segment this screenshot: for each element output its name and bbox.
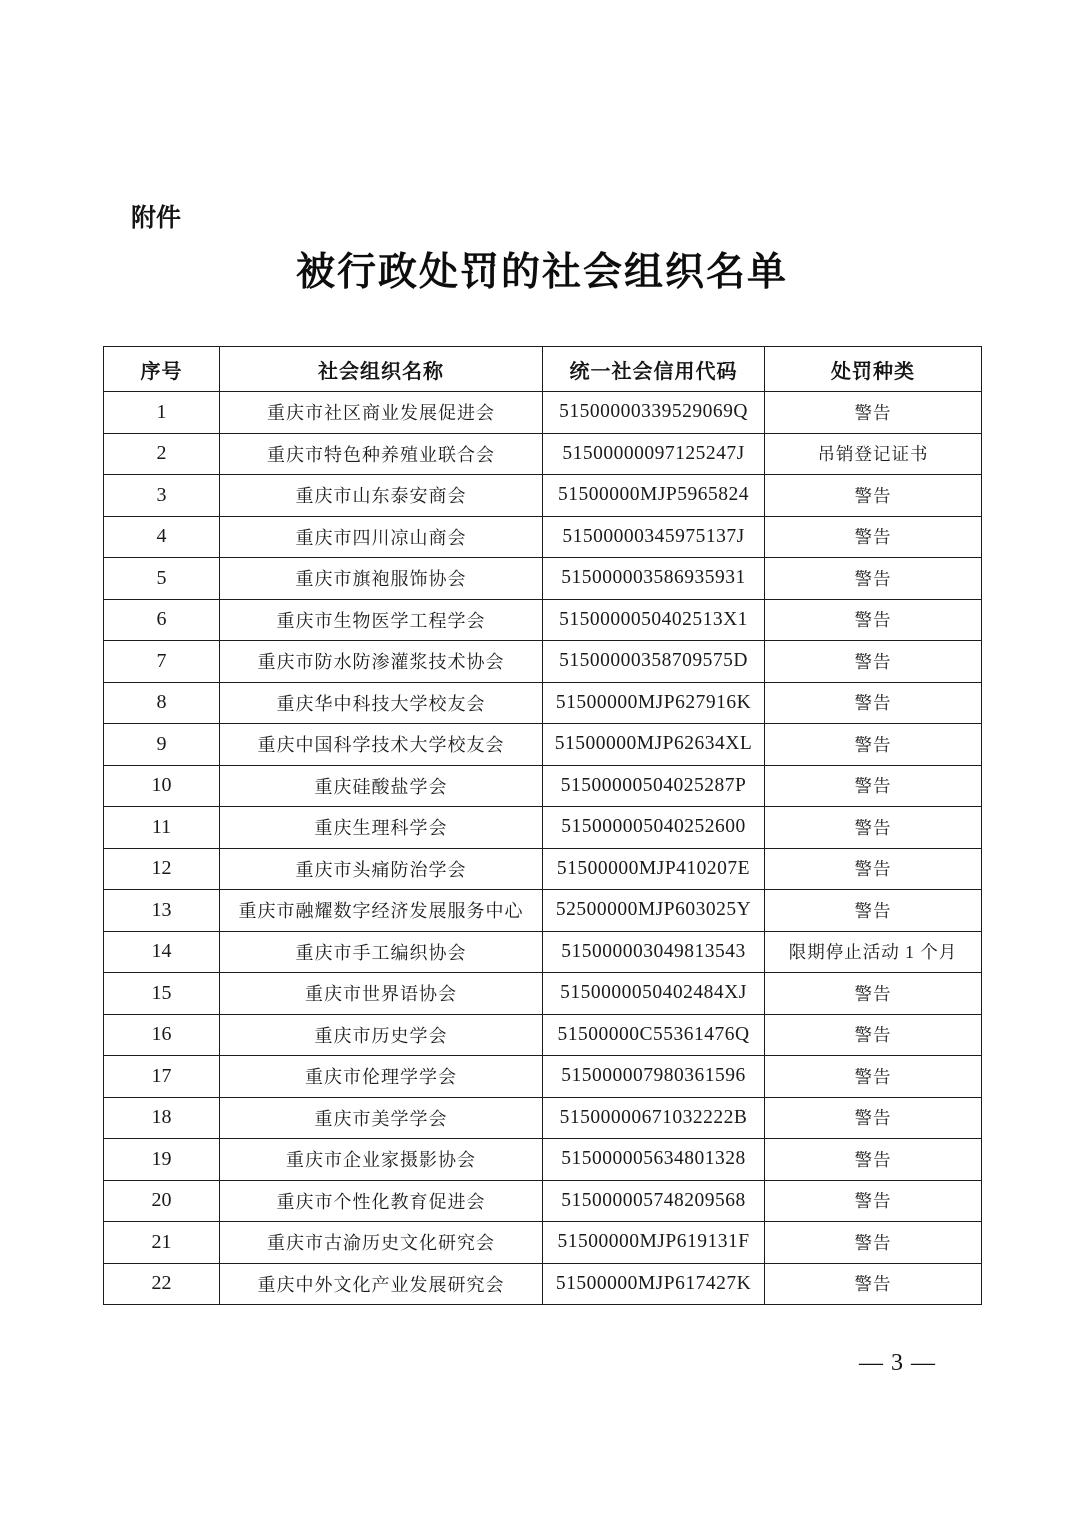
row-number-cell: 16 [104, 1014, 220, 1056]
credit-code-cell: 5150000050402513X1 [543, 599, 765, 641]
credit-code-cell: 51500000MJP410207E [543, 848, 765, 890]
penalty-type-cell: 警告 [765, 973, 982, 1015]
penalty-type-cell: 警告 [765, 1180, 982, 1222]
credit-code-cell: 51500000MJP617427K [543, 1263, 765, 1305]
header-organization-name: 社会组织名称 [220, 347, 543, 392]
credit-code-cell: 51500000671032222B [543, 1097, 765, 1139]
row-number-cell: 10 [104, 765, 220, 807]
header-serial-number: 序号 [104, 347, 220, 392]
table-row [104, 724, 982, 766]
table-row [104, 973, 982, 1015]
org-name-cell: 重庆市旗袍服饰协会 [220, 558, 543, 600]
penalty-type-cell: 警告 [765, 890, 982, 932]
penalty-type-cell: 警告 [765, 765, 982, 807]
credit-code-cell: 515000003586935931 [543, 558, 765, 600]
penalty-type-cell: 警告 [765, 807, 982, 849]
row-number-cell: 4 [104, 516, 220, 558]
table-row [104, 1180, 982, 1222]
credit-code-cell: 515000007980361596 [543, 1056, 765, 1098]
penalty-table [103, 346, 982, 1305]
penalty-type-cell: 警告 [765, 558, 982, 600]
penalty-type-cell: 警告 [765, 1263, 982, 1305]
org-name-cell: 重庆市四川凉山商会 [220, 516, 543, 558]
penalty-type-cell: 警告 [765, 599, 982, 641]
org-name-cell: 重庆市特色种养殖业联合会 [220, 433, 543, 475]
row-number-cell: 18 [104, 1097, 220, 1139]
row-number-cell: 5 [104, 558, 220, 600]
table-row [104, 1097, 982, 1139]
penalty-type-cell: 警告 [765, 1014, 982, 1056]
table-row [104, 516, 982, 558]
row-number-cell: 20 [104, 1180, 220, 1222]
org-name-cell: 重庆市美学学会 [220, 1097, 543, 1139]
penalty-type-cell: 限期停止活动 1 个月 [765, 931, 982, 973]
org-name-cell: 重庆市山东泰安商会 [220, 475, 543, 517]
org-name-cell: 重庆市头痛防治学会 [220, 848, 543, 890]
page-number: — 3 — [859, 1350, 936, 1376]
table-row [104, 931, 982, 973]
credit-code-cell: 51500000345975137J [543, 516, 765, 558]
penalty-type-cell: 警告 [765, 724, 982, 766]
credit-code-cell: 51500000MJP627916K [543, 682, 765, 724]
page-title: 被行政处罚的社会组织名单 [295, 251, 788, 294]
table-row [104, 890, 982, 932]
table-row [104, 848, 982, 890]
penalty-type-cell: 警告 [765, 392, 982, 434]
credit-code-cell: 5150000050402484XJ [543, 973, 765, 1015]
row-number-cell: 2 [104, 433, 220, 475]
row-number-cell: 15 [104, 973, 220, 1015]
row-number-cell: 13 [104, 890, 220, 932]
row-number-cell: 17 [104, 1056, 220, 1098]
penalty-type-cell: 警告 [765, 1097, 982, 1139]
penalty-type-cell: 警告 [765, 516, 982, 558]
org-name-cell: 重庆市个性化教育促进会 [220, 1180, 543, 1222]
org-name-cell: 重庆市社区商业发展促进会 [220, 392, 543, 434]
header-row [104, 347, 982, 392]
org-name-cell: 重庆市历史学会 [220, 1014, 543, 1056]
credit-code-cell: 51500000504025287P [543, 765, 765, 807]
org-name-cell: 重庆市生物医学工程学会 [220, 599, 543, 641]
credit-code-cell: 52500000MJP603025Y [543, 890, 765, 932]
penalty-type-cell: 警告 [765, 682, 982, 724]
credit-code-cell: 515000003049813543 [543, 931, 765, 973]
table-row [104, 558, 982, 600]
row-number-cell: 19 [104, 1139, 220, 1181]
table-row [104, 392, 982, 434]
org-name-cell: 重庆市防水防渗灌浆技术协会 [220, 641, 543, 683]
org-name-cell: 重庆市古渝历史文化研究会 [220, 1222, 543, 1264]
row-number-cell: 14 [104, 931, 220, 973]
table-row [104, 475, 982, 517]
table-row [104, 1263, 982, 1305]
table-row [104, 765, 982, 807]
row-number-cell: 3 [104, 475, 220, 517]
org-name-cell: 重庆生理科学会 [220, 807, 543, 849]
row-number-cell: 1 [104, 392, 220, 434]
penalty-table-header [104, 347, 982, 392]
credit-code-cell: 51500000339529069Q [543, 392, 765, 434]
org-name-cell: 重庆中外文化产业发展研究会 [220, 1263, 543, 1305]
credit-code-cell: 51500000MJP619131F [543, 1222, 765, 1264]
credit-code-cell: 51500000C55361476Q [543, 1014, 765, 1056]
row-number-cell: 11 [104, 807, 220, 849]
penalty-type-cell: 警告 [765, 848, 982, 890]
credit-code-cell: 51500000097125247J [543, 433, 765, 475]
org-name-cell: 重庆市企业家摄影协会 [220, 1139, 543, 1181]
attachment-label: 附件 [131, 204, 182, 232]
credit-code-cell: 51500000MJP5965824 [543, 475, 765, 517]
org-name-cell: 重庆市世界语协会 [220, 973, 543, 1015]
penalty-type-cell: 警告 [765, 1139, 982, 1181]
row-number-cell: 22 [104, 1263, 220, 1305]
org-name-cell: 重庆市伦理学学会 [220, 1056, 543, 1098]
row-number-cell: 6 [104, 599, 220, 641]
credit-code-cell: 51500000358709575D [543, 641, 765, 683]
credit-code-cell: 515000005634801328 [543, 1139, 765, 1181]
table-row [104, 807, 982, 849]
table-row [104, 1139, 982, 1181]
row-number-cell: 21 [104, 1222, 220, 1264]
row-number-cell: 9 [104, 724, 220, 766]
org-name-cell: 重庆硅酸盐学会 [220, 765, 543, 807]
org-name-cell: 重庆华中科技大学校友会 [220, 682, 543, 724]
table-row [104, 641, 982, 683]
penalty-type-cell: 警告 [765, 1056, 982, 1098]
table-row [104, 433, 982, 475]
table-row [104, 599, 982, 641]
table-row [104, 682, 982, 724]
penalty-type-cell: 警告 [765, 641, 982, 683]
credit-code-cell: 515000005040252600 [543, 807, 765, 849]
header-credit-code: 统一社会信用代码 [543, 347, 765, 392]
org-name-cell: 重庆中国科学技术大学校友会 [220, 724, 543, 766]
table-row [104, 1222, 982, 1264]
org-name-cell: 重庆市融耀数字经济发展服务中心 [220, 890, 543, 932]
penalty-type-cell: 警告 [765, 1222, 982, 1264]
header-penalty-type: 处罚种类 [765, 347, 982, 392]
table-row [104, 1014, 982, 1056]
credit-code-cell: 515000005748209568 [543, 1180, 765, 1222]
table-row [104, 1056, 982, 1098]
penalty-type-cell: 警告 [765, 475, 982, 517]
row-number-cell: 8 [104, 682, 220, 724]
credit-code-cell: 51500000MJP62634XL [543, 724, 765, 766]
penalty-type-cell: 吊销登记证书 [765, 433, 982, 475]
penalty-table-body [104, 392, 982, 1305]
row-number-cell: 12 [104, 848, 220, 890]
org-name-cell: 重庆市手工编织协会 [220, 931, 543, 973]
row-number-cell: 7 [104, 641, 220, 683]
